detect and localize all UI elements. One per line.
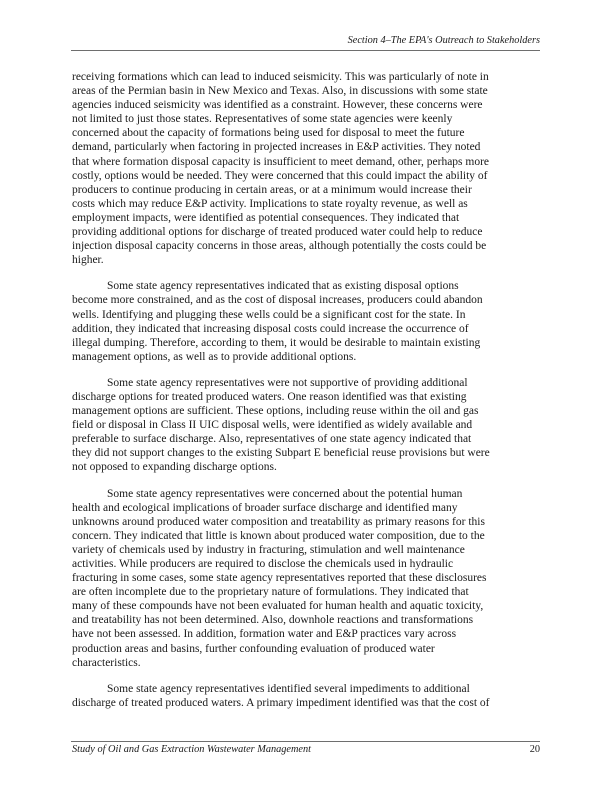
paragraph: [72, 279, 552, 364]
text-line: variety of chemicals used by industry in fracturing, stimulation and well maintenance: [72, 543, 465, 556]
text-line: activities. While producers are required to disclose the chemicals used in hydraulic: [72, 558, 454, 570]
text-line: illegal dumping. Therefore, according to them, it would be desirable to maintain existing: [72, 336, 481, 349]
text-line: demand, particularly when factoring in projected increases in E&P activities. They noted: [72, 141, 481, 154]
text-line: that where formation disposal capacity is insufficient to meet demand, other, perhaps more: [72, 155, 490, 168]
text-line: preferable to surface discharge. Also, representatives of one state agency indicated that: [72, 433, 472, 446]
text-line: employment impacts, were identified as potential consequences. They indicated that: [72, 211, 460, 224]
text-line: become more constrained, and as the cost of disposal increases, producers could abandon: [72, 294, 483, 307]
text-line: characteristics.: [72, 656, 141, 669]
text-line: not opposed to expanding discharge options.: [72, 461, 277, 474]
text-line: have not been assessed. In addition, formation water and E&P practices vary across: [72, 628, 457, 641]
text-line: Some state agency representatives identified several impediments to additional: [107, 682, 470, 695]
text-line: addition, they indicated that increasing disposal costs could increase the occurrence of: [72, 322, 469, 335]
text-line: and treatability has not been determined. Also, downhole reactions and transformations: [72, 614, 474, 627]
document-body: [72, 70, 552, 722]
text-line: discharge options for treated produced waters. One reason identified was that existing: [72, 390, 467, 403]
text-line: costly, options would be needed. They were concerned that this could impact the ability of: [72, 169, 488, 182]
text-line: production areas and basins, further confounding evaluation of produced water: [72, 642, 435, 655]
paragraph: [72, 70, 552, 267]
paragraph: [72, 376, 552, 475]
footer-rule: [71, 741, 540, 742]
text-line: receiving formations which can lead to induced seismicity. This was particularly of note in: [72, 71, 489, 83]
text-line: Some state agency representatives were not supportive of providing additional: [107, 376, 468, 389]
text-line: many of these compounds have not been evaluated for human health and aquatic toxicity,: [72, 600, 484, 613]
text-line: they did not support changes to the existing Subpart E beneficial reuse provisions but were: [72, 447, 490, 460]
text-line: Some state agency representatives indicated that as existing disposal options: [107, 280, 459, 293]
text-line: are often incomplete due to the proprietary nature of formulations. They indicated that: [72, 586, 469, 599]
text-line: not limited to just those states. Representatives of some state agencies were keenly: [72, 113, 453, 126]
page-footer: [72, 744, 540, 755]
header-rule: [71, 50, 540, 51]
text-line: health and ecological implications of broader surface discharge and identified many: [72, 501, 458, 514]
text-line: management options, as well as to provide additional options.: [72, 350, 357, 363]
text-line: unknowns around produced water composition and treatability as primary reasons for this: [72, 515, 485, 528]
text-line: producers to continue producing in certain areas, or at a minimum would increase their: [72, 183, 472, 196]
text-line: management options are sufficient. These options, including reuse within the oil and gas: [72, 405, 479, 418]
text-line: higher.: [72, 254, 104, 267]
text-line: concerned about the capacity of formations being used for disposal to meet the future: [72, 127, 465, 140]
text-line: fracturing in some cases, some state agency representatives reported that these disclosures: [72, 572, 487, 585]
text-line: Some state agency representatives were concerned about the potential human: [107, 487, 463, 500]
footer-document-title: Study of Oil and Gas Extraction Wastewater Management: [72, 744, 311, 755]
paragraph: [72, 682, 552, 710]
text-line: injection disposal capacity concerns in those areas, although potentially the costs could be: [72, 240, 487, 253]
footer-page-number: 20: [529, 744, 540, 755]
text-line: agencies induced seismicity was identified as a constraint. However, these concerns were: [72, 99, 483, 112]
text-line: areas of the Permian basin in New Mexico and Texas. Also, in discussions with some state: [72, 85, 488, 98]
text-line: discharge of treated produced waters. A primary impediment identified was that the cost of: [72, 696, 490, 709]
text-line: concern. They indicated that little is known about produced water composition, due to the: [72, 529, 485, 542]
text-line: costs which may reduce E&P activity. Implications to state royalty revenue, as well as: [72, 197, 468, 210]
text-line: wells. Identifying and plugging these wells could be a significant cost for the state. In: [72, 308, 466, 321]
paragraph: [72, 487, 552, 670]
page-header-title: Section 4–The EPA's Outreach to Stakeholders: [347, 35, 540, 46]
text-line: providing additional options for discharge of treated produced water could help to reduce: [72, 226, 483, 239]
text-line: field or disposal in Class II UIC disposal wells, were identified as widely available and: [72, 419, 473, 432]
